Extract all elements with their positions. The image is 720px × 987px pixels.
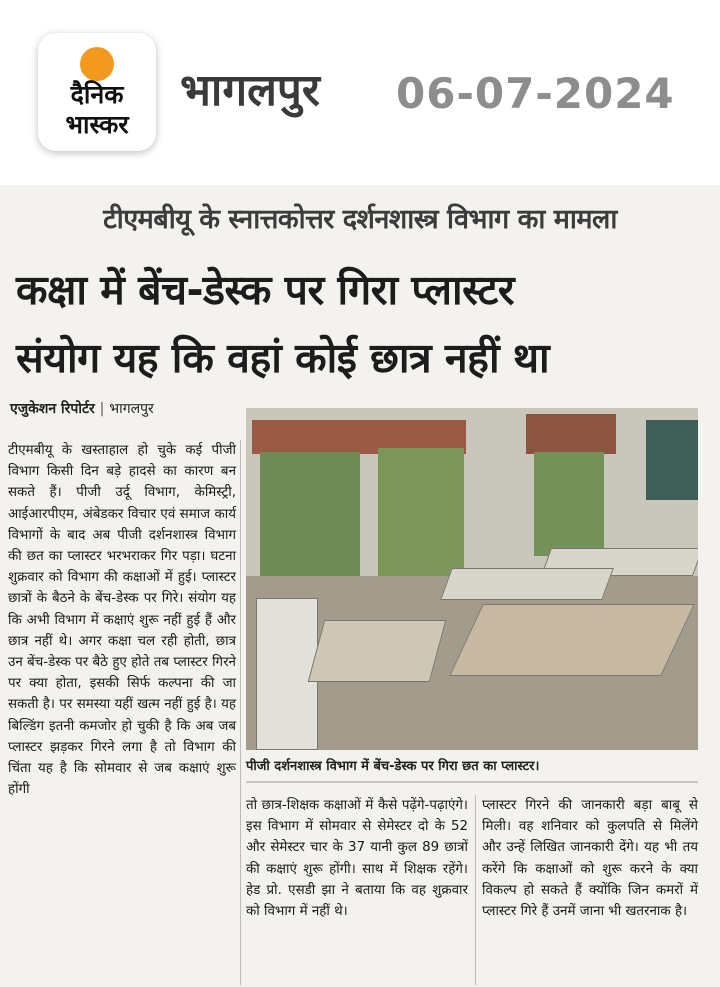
photo-window (260, 452, 360, 576)
masthead (0, 0, 720, 170)
classroom-photo (246, 408, 698, 750)
article-column-3 (482, 795, 698, 922)
byline-place: भागलपुर (109, 401, 154, 417)
column-1-text: टीएमबीयू के खस्ताहाल हो चुके कई पीजी विभाग किसी दिन बड़े हादसे का कारण बन सकते हैं। पीजी उर्दू विभाग, केमिस्ट्री, आईआरपीएम, अंबेडकर विचार एवं समाज कार्य विभागों के बाद अब पीजी दर्शनशास्त्र विभाग की छत का प्लास्टर भरभराकर गिर पड़ा। घटना शुक्रवार को विभाग की कक्षाओं में हुई। प्लास्टर छात्रों के बैठने के बेंच-डेस्क पर गिरे। संयोग यह कि अभी विभाग में कक्षाएं शुरू नहीं हुई हैं और छात्र नहीं थे। अगर कक्षा चल रही होती, छात्र उन बेंच-डेस्क पर बैठे हुए होते तब प्लास्टर गिरने पर क्या होता, इसकी सिर्फ कल्पना की जा सकती है। पर समस्या यहीं खत्म नहीं हुई है। यह बिल्डिंग इतनी कमजोर हो चुकी है कि अब जब प्लास्टर झड़कर गिरने लगा है तो विभाग की चिंता यह है कि सोमवार से जब कक्षाएं शुरू होंगी (8, 443, 236, 798)
photo-bench-debris (449, 604, 695, 676)
column-2-text: तो छात्र-शिक्षक कक्षाओं में कैसे पढ़ेंगे-पढ़ाएंगे। इस विभाग में सोमवार से सेमेस्टर दो के 52 और सेमेस्टर चार के 37 यानी कुल 89 छात्रों की कक्षाएं शुरू होंगी। साथ में शिक्षक रहेंगे। हेड प्रो. एसडी झा ने बताया कि वह शुक्रवार को विभाग में नहीं थे। (246, 798, 468, 920)
article-column-2 (246, 795, 468, 922)
column-divider (240, 440, 241, 985)
column-3-text: प्लास्टर गिरने की जानकारी बड़ा बाबू से मिली। वह शनिवार को कुलपति से मिलेंगे और उन्हें लिखित जानकारी देंगे। यह भी तय करेंगे कि कक्षाओं को शुरू करने के क्या विकल्प हो सकते हैं क्योंकि जिन कमरों में प्लास्टर गिरे हैं उनमें जाना भी खतरनाक है। (482, 798, 698, 920)
edition-city: भागलपुर (180, 65, 320, 116)
edition-date: 06-07-2024 (396, 69, 675, 118)
headline-line-2: संयोग यह कि वहां कोई छात्र नहीं था (16, 334, 550, 382)
article-column-1 (8, 440, 236, 800)
photo-blackboard (646, 420, 698, 500)
byline-separator: | (99, 401, 105, 417)
logo-text-line1: दैनिक (70, 80, 124, 109)
logo-text-line2: भास्कर (65, 110, 129, 139)
byline (10, 398, 154, 420)
dainik-bhaskar-logo (38, 33, 156, 151)
photo-bench-debris (308, 620, 447, 682)
headline-line-1: कक्षा में बेंच-डेस्क पर गिरा प्लास्टर (16, 266, 515, 314)
byline-reporter: एजुकेशन रिपोर्टर (10, 401, 95, 417)
photo-window (378, 448, 464, 576)
photo-bench (440, 568, 614, 600)
column-divider (475, 795, 476, 985)
photo-caption: पीजी दर्शनशास्त्र विभाग में बेंच-डेस्क पर गिरा छत का प्लास्टर। (246, 759, 540, 774)
photo-window (534, 452, 604, 556)
sun-icon (80, 47, 114, 81)
caption-divider (246, 781, 698, 783)
article-kicker: टीएमबीयू के स्नात्तकोत्तर दर्शनशास्त्र विभाग का मामला (103, 204, 617, 235)
photo-exposed-brick (526, 414, 616, 454)
